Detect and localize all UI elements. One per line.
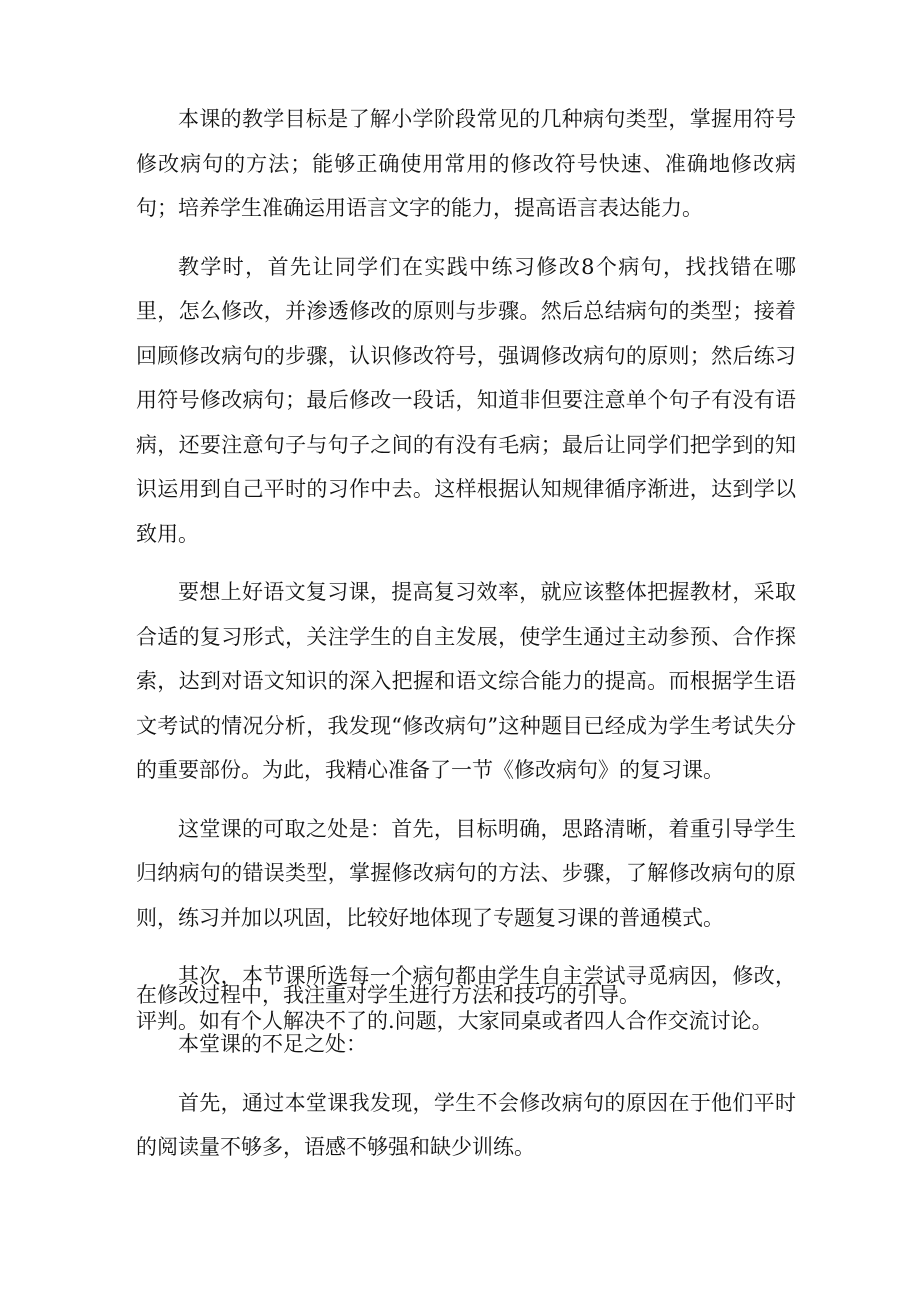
paragraph-weaknesses-heading: 本堂课的不足之处： — [178, 1032, 367, 1056]
paragraph-second-point: 其次，本节课所选每一个病句都由学生自主尝试寻觅病因，修改，评判。如有个人解决不了的.问题，大家同桌或者四人合作交流讨论。 — [136, 964, 796, 1033]
document-body-continued — [136, 980, 796, 1010]
paragraph-strengths: 这堂课的可取之处是：首先，目标明确，思路清晰，着重引导学生归纳病句的错误类型，掌握修改病句的方法、步骤，了解修改病句的原则，练习并加以巩固，比较好地体现了专题复习课的普通模式。 — [136, 816, 796, 930]
paragraph-method-guidance: 在修改过程中，我注重对学生进行方法和技巧的引导。 — [136, 983, 640, 1007]
document-body-weaknesses — [136, 1022, 796, 1170]
paragraph-weaknesses-first: 首先，通过本堂课我发现，学生不会修改病句的原因在于他们平时的阅读量不够多，语感不够强和缺少训练。 — [136, 1090, 796, 1159]
paragraph-teaching-process: 教学时，首先让同学们在实践中练习修改8个病句，找找错在哪里，怎么修改，并渗透修改的原则与步骤。然后总结病句的类型；接着回顾修改病句的步骤，认识修改符号，强调修改病句的原则；然后练习用符号修改病句；最后修改一段话，知道非但要注意单个句子有没有语病，还要注意句子与句子之间的有没有毛病；最后让同学们把学到的知识运用到自己平时的习作中去。这样根据认知规律循序渐进，达到学以致用。 — [136, 254, 796, 546]
paragraph-review-class: 要想上好语文复习课，提高复习效率，就应该整体把握教材，采取合适的复习形式，关注学生的自主发展，使学生通过主动参预、合作探索，达到对语文知识的深入把握和语文综合能力的提高。而根据学生语文考试的情况分析，我发现“修改病句”这种题目已经成为学生考试失分的重要部份。为此，我精心准备了一节《修改病句》的复习课。 — [136, 580, 796, 782]
paragraph-teaching-goals: 本课的教学目标是了解小学阶段常见的几种病句类型，掌握用符号修改病句的方法；能够正确使用常用的修改符号快速、准确地修改病句；培养学生准确运用语言文字的能力，提高语言表达能力。 — [136, 107, 796, 220]
document-body — [136, 97, 796, 1043]
